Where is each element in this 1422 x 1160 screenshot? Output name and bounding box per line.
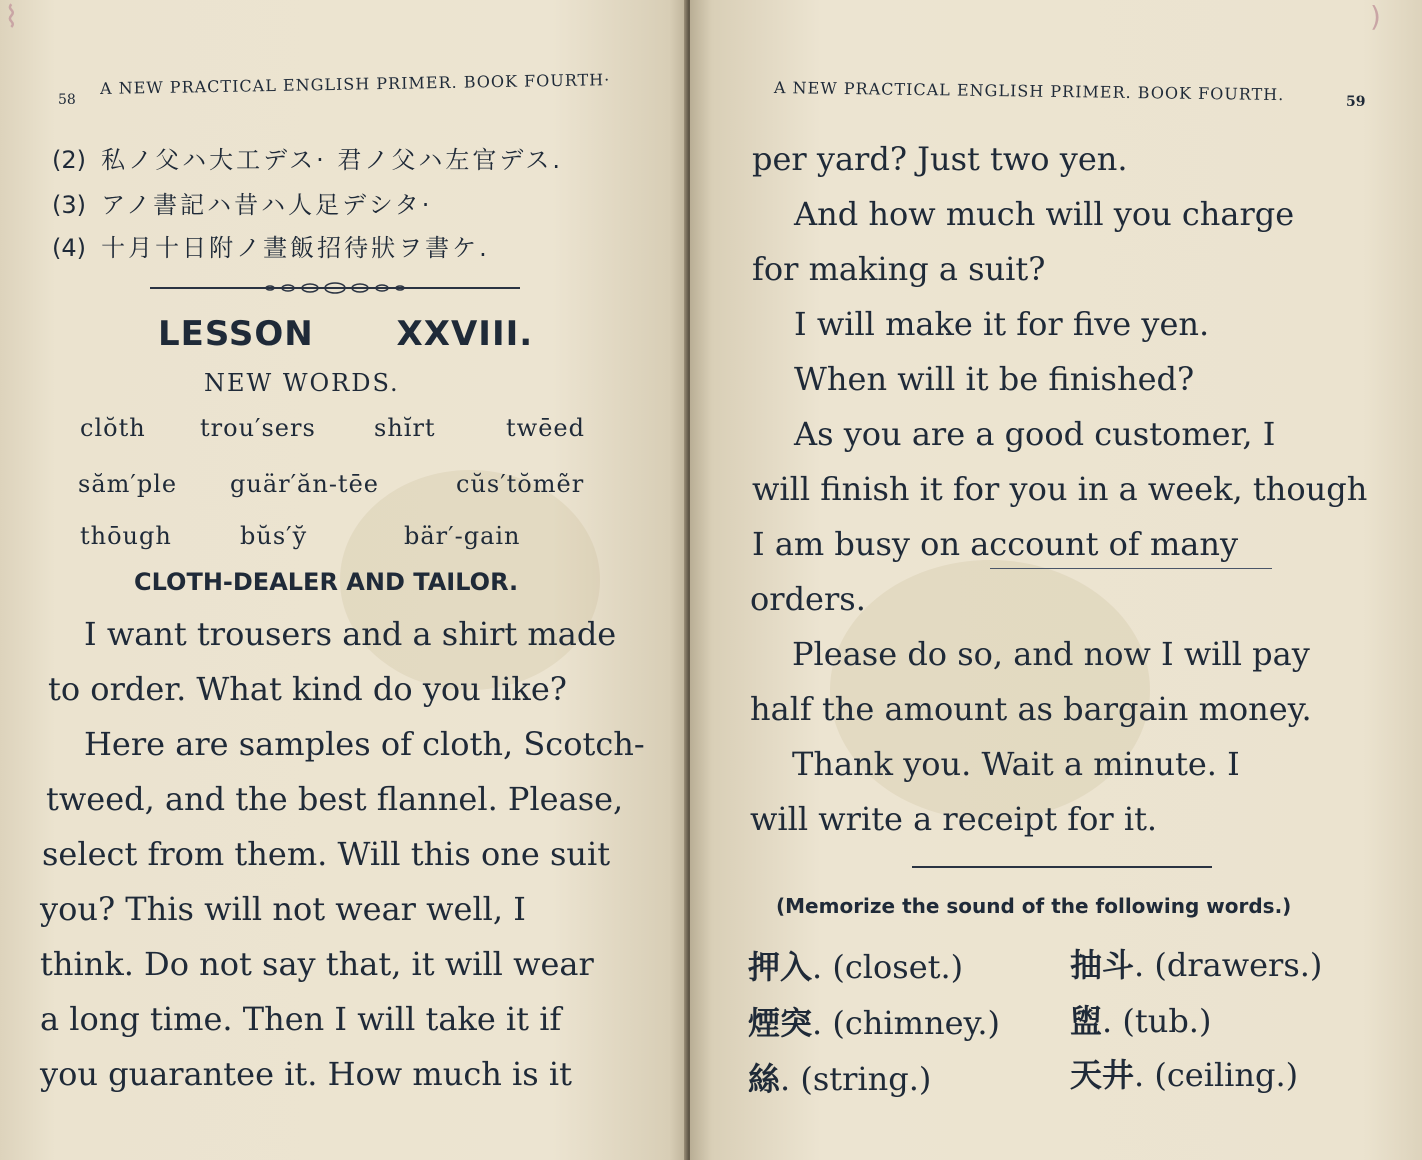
vocab-kanji: 盥 xyxy=(1070,1002,1103,1040)
page-number: 58 xyxy=(58,92,76,108)
body-line: And how much will you charge xyxy=(794,195,1295,233)
running-header: A NEW PRACTICAL ENGLISH PRIMER. BOOK FOURTH. xyxy=(773,78,1285,105)
new-words-heading: NEW WORDS. xyxy=(204,369,400,397)
vocab-entry xyxy=(748,942,963,988)
body-line: orders. xyxy=(750,580,866,618)
exercise-item xyxy=(52,228,490,263)
vocab-word: clŏth xyxy=(80,414,146,442)
exercise-text: 十月十日附ノ晝飯招待狀ヲ書ケ. xyxy=(101,234,490,262)
body-line: As you are a good customer, I xyxy=(794,415,1276,453)
vocab-entry xyxy=(748,1054,931,1100)
body-line: Here are samples of cloth, Scotch- xyxy=(84,725,645,763)
ornament-divider xyxy=(150,278,520,298)
body-line: for making a suit? xyxy=(752,250,1046,288)
vocab-english: . (string.) xyxy=(780,1060,932,1098)
vocab-kanji: 天井 xyxy=(1070,1056,1135,1094)
vocab-word: săm′ple xyxy=(78,470,178,498)
pencil-mark: ⌇ xyxy=(4,0,19,35)
lesson-title xyxy=(158,314,533,354)
running-header: A NEW PRACTICAL ENGLISH PRIMER. BOOK FOURTH· xyxy=(99,70,611,98)
body-line: you? This will not wear well, I xyxy=(40,890,526,928)
vocab-word: bär′-gain xyxy=(404,522,521,550)
body-line: a long time. Then I will take it if xyxy=(40,1000,562,1038)
vocab-entry xyxy=(1070,996,1211,1042)
exercise-item xyxy=(52,140,563,175)
exercise-item xyxy=(52,185,432,220)
vocab-word: bŭs′y̆ xyxy=(240,522,308,550)
memorize-note: (Memorize the sound of the following words.) xyxy=(776,894,1292,918)
vocab-word: cŭs′tŏmẽr xyxy=(456,470,585,498)
right-page xyxy=(690,0,1422,1160)
body-line: to order. What kind do you like? xyxy=(48,670,567,708)
vocab-english: . (drawers.) xyxy=(1134,946,1323,984)
pencil-mark: ) xyxy=(1370,0,1381,33)
vocab-word: shĭrt xyxy=(374,414,436,442)
exercise-number: (3) xyxy=(52,191,86,219)
exercise-text: アノ書記ハ昔ハ人足デシタ· xyxy=(101,191,433,219)
lesson-numeral: XXVIII. xyxy=(396,314,534,354)
pencil-underline xyxy=(990,568,1272,569)
vocab-word: thōugh xyxy=(80,522,172,550)
vocab-kanji: 絲 xyxy=(748,1060,781,1098)
left-page xyxy=(0,0,690,1160)
body-line: I am busy on account of many xyxy=(752,525,1239,563)
exercise-text: 私ノ父ハ大工デス· 君ノ父ハ左官デス. xyxy=(101,146,564,174)
body-line: I want trousers and a shirt made xyxy=(84,615,617,653)
vocab-english: . (tub.) xyxy=(1102,1002,1212,1040)
vocab-word: twēed xyxy=(506,414,585,442)
vocab-english: . (chimney.) xyxy=(812,1004,1000,1042)
body-line: half the amount as bargain money. xyxy=(750,690,1312,728)
vocab-kanji: 煙突 xyxy=(748,1004,813,1042)
body-line: When will it be finished? xyxy=(794,360,1195,398)
page-number: 59 xyxy=(1346,94,1366,110)
body-line: Please do so, and now I will pay xyxy=(792,635,1310,673)
section-divider xyxy=(912,866,1212,868)
section-title: CLOTH-DEALER AND TAILOR. xyxy=(134,568,519,596)
vocab-word: trou′sers xyxy=(200,414,316,442)
exercise-number: (2) xyxy=(52,146,86,174)
body-line: think. Do not say that, it will wear xyxy=(40,945,594,983)
body-line: per yard? Just two yen. xyxy=(752,140,1128,178)
body-line: tweed, and the best flannel. Please, xyxy=(46,780,624,818)
lesson-word: LESSON xyxy=(158,314,314,354)
vocab-kanji: 抽斗 xyxy=(1070,946,1135,984)
body-line: you guarantee it. How much is it xyxy=(40,1055,572,1093)
exercise-number: (4) xyxy=(52,234,86,262)
body-line: Thank you. Wait a minute. I xyxy=(792,745,1240,783)
vocab-entry xyxy=(1070,1050,1298,1096)
body-line: I will make it for five yen. xyxy=(794,305,1210,343)
body-line: will finish it for you in a week, though xyxy=(752,470,1368,508)
vocab-english: . (closet.) xyxy=(812,948,964,986)
vocab-english: . (ceiling.) xyxy=(1134,1056,1299,1094)
body-line: select from them. Will this one suit xyxy=(42,835,611,873)
vocab-entry xyxy=(1070,940,1322,986)
vocab-word: guär′ăn-tēe xyxy=(230,470,379,498)
vocab-kanji: 押入 xyxy=(748,948,813,986)
vocab-entry xyxy=(748,998,1000,1044)
body-line: will write a receipt for it. xyxy=(750,800,1158,838)
